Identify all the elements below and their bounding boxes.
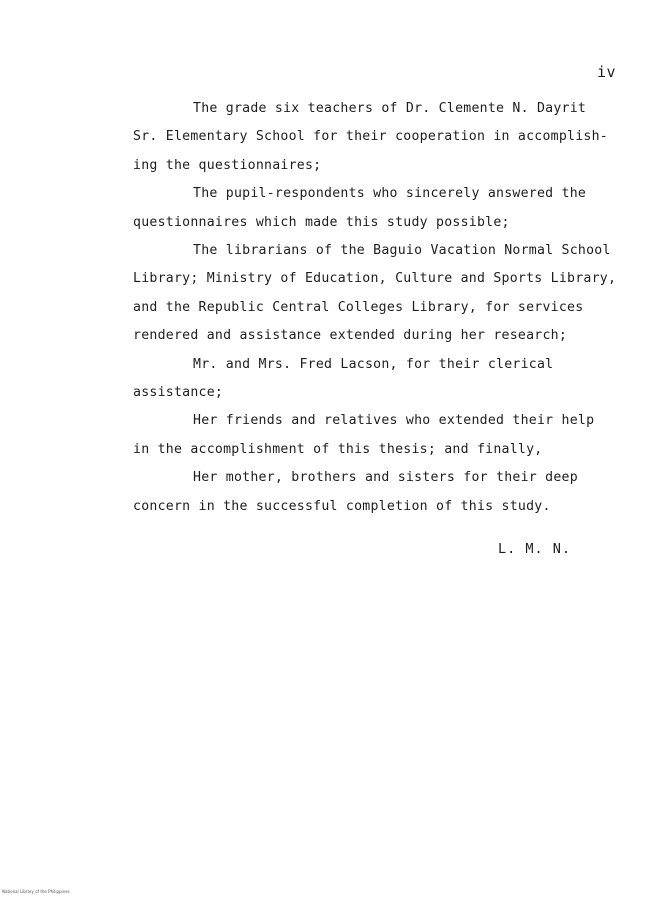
text-line: Her friends and relatives who extended their help: [193, 413, 595, 429]
page-number: iv: [596, 63, 616, 81]
signature-initials: L. M. N.: [498, 541, 572, 557]
text-line: Mr. and Mrs. Fred Lacson, for their clerical: [193, 356, 554, 372]
text-line: rendered and assistance extended during her research;: [133, 328, 568, 344]
text-line: questionnaires which made this study possible;: [133, 214, 510, 230]
text-line: Her mother, brothers and sisters for their deep: [193, 470, 578, 486]
text-line: ing the questionnaires;: [133, 157, 322, 173]
text-line: concern in the successful completion of this study.: [133, 498, 551, 514]
text-line: The pupil-respondents who sincerely answered the: [193, 186, 587, 202]
library-footer-stamp: National Library of the Philippines: [2, 889, 70, 894]
text-line: in the accomplishment of this thesis; and finally,: [133, 441, 543, 457]
text-line: assistance;: [133, 385, 224, 400]
text-line: The librarians of the Baguio Vacation Normal School: [193, 243, 611, 258]
text-line: Sr. Elementary School for their cooperation in accomplish-: [133, 129, 608, 145]
text-line: The grade six teachers of Dr. Clemente N. Dayrit: [193, 101, 587, 116]
text-line: and the Republic Central Colleges Library, for services: [133, 299, 584, 315]
text-line: Library; Ministry of Education, Culture and Sports Library,: [133, 271, 617, 287]
